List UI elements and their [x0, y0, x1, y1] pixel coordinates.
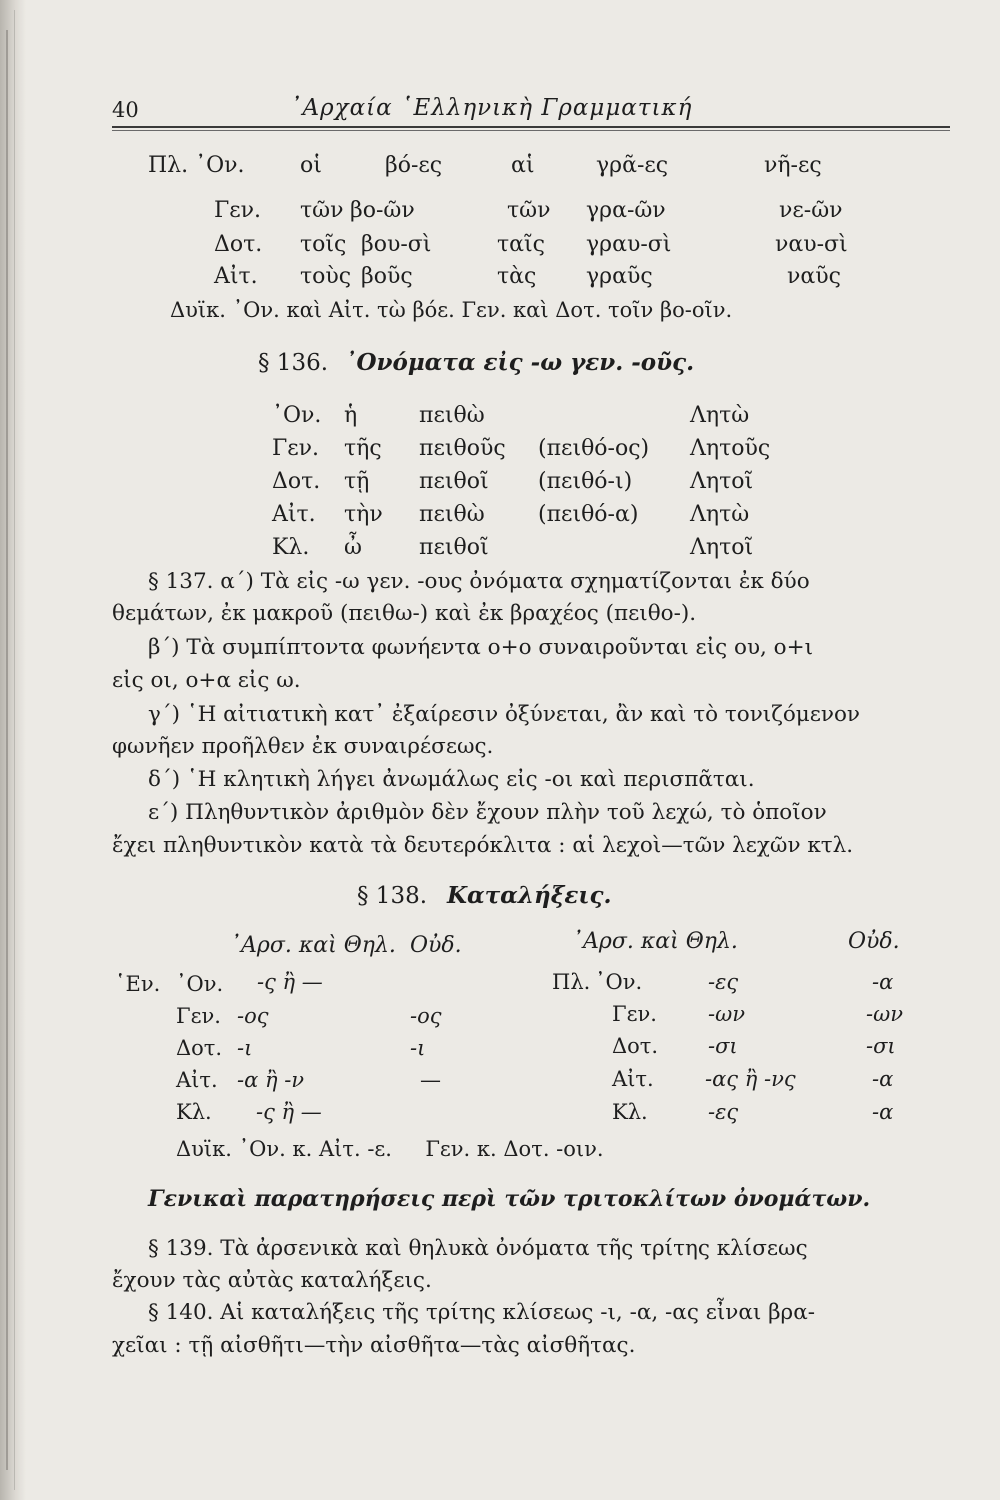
- table-cell-article: τὰς: [497, 264, 537, 289]
- number-label-plural: Πλ.: [552, 970, 591, 994]
- decl-word: πειθὼ: [419, 502, 485, 527]
- running-title: ᾿Αρχαία ῾Ελληνικὴ Γραμματική: [290, 95, 693, 121]
- paragraph-line: εἰς οι, ο+α εἰς ω.: [112, 668, 301, 693]
- table-cell-word: βου-σὶ: [361, 232, 432, 257]
- section-number: § 138.: [357, 883, 428, 909]
- ending-case: Αἰτ.: [612, 1067, 654, 1091]
- table-cell-article: τῶν: [300, 198, 344, 223]
- table-cell-case: Πλ. ᾿Ον.: [148, 153, 245, 178]
- table-cell-case: Δοτ.: [214, 232, 263, 257]
- ending-neuter: -ος: [410, 1004, 442, 1028]
- table-cell-word: βο-ῶν: [350, 198, 415, 223]
- decl-word: πειθοῖ: [419, 469, 489, 494]
- ending-neuter: -α: [872, 970, 894, 994]
- ending-masc-fem: -ας ἢ -νς: [705, 1067, 796, 1091]
- decl-case: ᾿Ον.: [272, 403, 322, 428]
- table-cell-article: τῶν: [507, 198, 551, 223]
- ending-neuter: —: [420, 1068, 441, 1092]
- decl-word: πειθοῦς: [419, 436, 506, 461]
- ending-case: Γεν.: [612, 1002, 657, 1026]
- table-cell-article: τοῖς: [300, 232, 347, 257]
- decl-case: Γεν.: [272, 436, 320, 461]
- decl-case: Αἰτ.: [272, 502, 316, 527]
- header-rule-thin: [112, 130, 950, 131]
- decl-word: πειθοῖ: [419, 535, 489, 560]
- decl-article: τῆς: [344, 436, 382, 461]
- decl-case: Δοτ.: [272, 469, 321, 494]
- ending-neuter: -α: [872, 1100, 894, 1124]
- table-cell-word: βοῦς: [361, 264, 413, 289]
- paragraph-line: § 140. Αἱ καταλήξεις τῆς τρίτης κλίσεως -ι, -α, -ας εἶναι βρα-: [148, 1300, 815, 1325]
- ending-case: ᾿Ον.: [595, 970, 643, 994]
- column-header-neuter: Οὐδ.: [848, 929, 900, 954]
- ending-neuter: -α: [872, 1067, 894, 1091]
- paragraph-line: § 139. Τὰ ἀρσενικὰ καὶ θηλυκὰ ὀνόματα τῆς τρίτης κλίσεως: [148, 1236, 808, 1261]
- paragraph-line: φωνῆεν προῆλθεν ἐκ συναιρέσεως.: [112, 734, 494, 759]
- remarks-heading: Γενικαὶ παρατηρήσεις περὶ τῶν τριτοκλίτων ὀνομάτων.: [148, 1186, 871, 1212]
- ending-masc-fem: -ες: [708, 970, 739, 994]
- table-cell-word: ναῦς: [787, 264, 841, 289]
- decl-name: Λητὼ: [690, 403, 750, 428]
- table-cell-case: Γεν.: [214, 198, 262, 223]
- decl-name: Λητοῦς: [690, 436, 771, 461]
- paragraph-line: θεμάτων, ἐκ μακροῦ (πειθω-) καὶ ἐκ βραχέος (πειθο-).: [112, 601, 697, 626]
- binding-shadow: [0, 0, 26, 1500]
- table-cell-word: ναυ-σὶ: [775, 232, 848, 257]
- ending-masc-fem: -ες: [708, 1100, 739, 1124]
- column-header-neuter: Οὐδ.: [410, 933, 462, 958]
- decl-case: Κλ.: [272, 535, 310, 560]
- ending-masc-fem: -ς ἢ —: [256, 1100, 322, 1124]
- ending-masc-fem: -ς ἢ —: [257, 970, 323, 994]
- decl-origin: (πειθό-α): [538, 502, 639, 527]
- paragraph-line: γ΄) ῾Η αἰτιατικὴ κατ᾿ ἐξαίρεσιν ὀξύνεται, ἂν καὶ τὸ τονιζόμενον: [148, 702, 860, 727]
- paragraph-line: ἔχει πληθυντικὸν κατὰ τὰ δευτερόκλιτα : αἱ λεχοὶ—τῶν λεχῶν κτλ.: [112, 833, 854, 858]
- ending-case: Δοτ.: [176, 1036, 223, 1060]
- table-cell-article: αἱ: [511, 153, 535, 178]
- number-label-singular: ῾Εν.: [115, 972, 161, 996]
- dual-line: Δυϊκ. ᾿Ον. κ. Αἰτ. -ε. Γεν. κ. Δοτ. -οιν.: [176, 1137, 604, 1161]
- ending-case: Κλ.: [612, 1100, 648, 1124]
- table-cell-word: νῆ-ες: [764, 153, 822, 178]
- ending-masc-fem: -α ἢ -ν: [237, 1068, 305, 1092]
- ending-case: Κλ.: [176, 1100, 212, 1124]
- ending-case: ᾿Ον.: [176, 972, 224, 996]
- ending-masc-fem: -ι: [237, 1036, 253, 1060]
- decl-article: τῇ: [344, 469, 370, 494]
- section-number: § 136.: [258, 350, 329, 376]
- section-title: ᾿Ονόματα εἰς -ω γεν. -οῦς.: [345, 349, 695, 376]
- decl-name: Λητοῖ: [690, 535, 754, 560]
- table-cell-word: βό-ες: [385, 153, 443, 178]
- paragraph-line: ε΄) Πληθυντικὸν ἀριθμὸν δὲν ἔχουν πλὴν τοῦ λεχώ, τὸ ὁποῖον: [148, 800, 827, 825]
- paragraph-line: χεῖαι : τῇ αἰσθῆτι—τὴν αἰσθῆτα—τὰς αἰσθῆτας.: [112, 1333, 636, 1358]
- table-cell-word: γραυ-σὶ: [586, 232, 672, 257]
- table-cell-word: γραῦς: [586, 264, 653, 289]
- decl-word: πειθὼ: [419, 403, 485, 428]
- page-number: 40: [112, 98, 139, 122]
- section-title: Καταλήξεις.: [447, 882, 612, 909]
- dual-line: Δυϊκ. ᾿Ον. καὶ Αἰτ. τὼ βόε. Γεν. καὶ Δοτ. τοῖν βο-οῖν.: [170, 298, 733, 322]
- decl-article: ὦ: [344, 535, 362, 560]
- table-cell-article: ταῖς: [497, 232, 545, 257]
- decl-article: τὴν: [344, 502, 383, 527]
- table-cell-word: γρᾶ-ες: [596, 153, 669, 178]
- column-header-masc-fem: ᾿Αρσ. καὶ Θηλ.: [230, 933, 396, 958]
- column-header-masc-fem: ᾿Αρσ. καὶ Θηλ.: [572, 929, 738, 954]
- ending-neuter: -ι: [410, 1036, 426, 1060]
- table-cell-article: τοὺς: [300, 264, 352, 289]
- decl-article: ἡ: [344, 403, 358, 428]
- ending-neuter: -ων: [866, 1002, 903, 1026]
- table-cell-word: γρα-ῶν: [586, 198, 666, 223]
- header-rule: [112, 126, 950, 128]
- ending-masc-fem: -σι: [708, 1034, 738, 1058]
- table-cell-word: νε-ῶν: [779, 198, 843, 223]
- ending-masc-fem: -ος: [237, 1004, 269, 1028]
- decl-origin: (πειθό-ος): [538, 436, 650, 461]
- table-cell-article: οἱ: [300, 153, 322, 178]
- paragraph-line: § 137. α΄) Τὰ εἰς -ω γεν. -ους ὀνόματα σχηματίζονται ἐκ δύο: [148, 569, 810, 594]
- binding-edge: [6, 30, 8, 1470]
- decl-name: Λητὼ: [690, 502, 750, 527]
- binding-edge-inner: [14, 10, 15, 1490]
- decl-name: Λητοῖ: [690, 469, 754, 494]
- ending-masc-fem: -ων: [708, 1002, 745, 1026]
- decl-origin: (πειθό-ι): [538, 469, 633, 494]
- table-cell-case: Αἰτ.: [214, 264, 258, 289]
- ending-case: Αἰτ.: [176, 1068, 218, 1092]
- ending-neuter: -σι: [866, 1034, 896, 1058]
- paragraph-line: β΄) Τὰ συμπίπτοντα φωνήεντα ο+ο συναιροῦνται εἰς ου, ο+ι: [148, 635, 814, 660]
- ending-case: Γεν.: [176, 1004, 221, 1028]
- paragraph-line: ἔχουν τὰς αὐτὰς καταλήξεις.: [112, 1268, 432, 1293]
- paragraph-line: δ΄) ῾Η κλητικὴ λήγει ἀνωμάλως εἰς -οι καὶ περισπᾶται.: [148, 767, 755, 792]
- ending-case: Δοτ.: [612, 1034, 659, 1058]
